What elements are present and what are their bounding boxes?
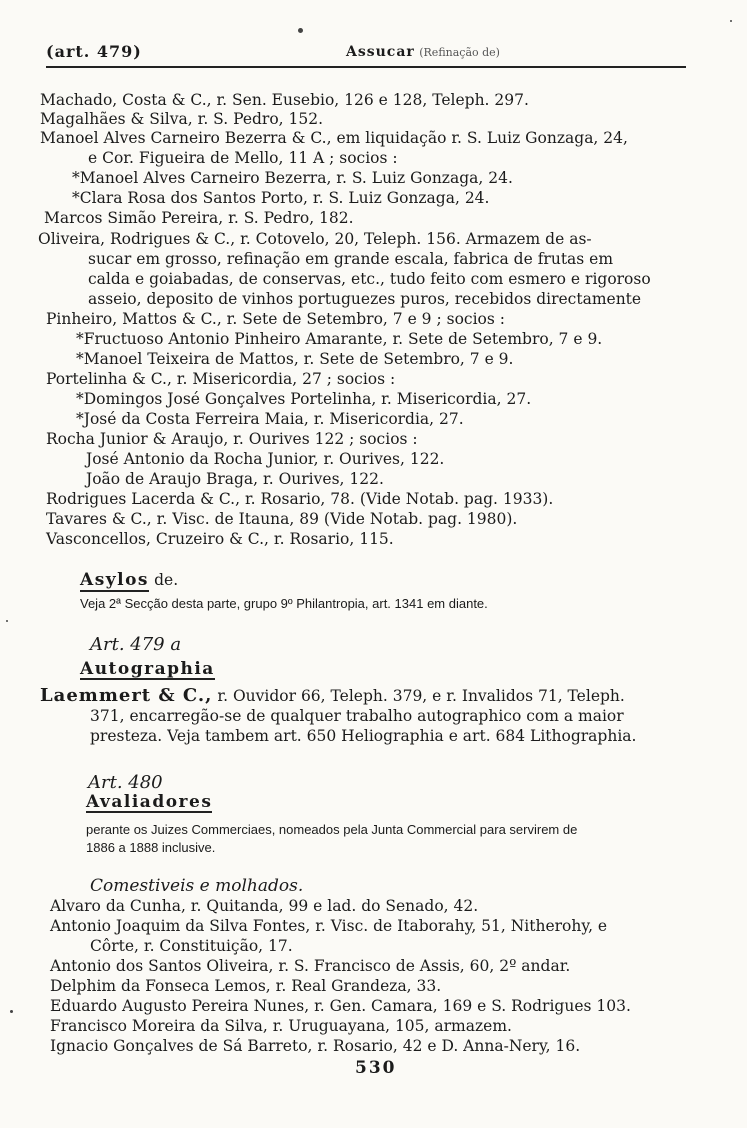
list-item: Antonio dos Santos Oliveira, r. S. Francisco de Assis, 60, 2º andar.	[50, 957, 571, 975]
list-item: Côrte, r. Constituição, 17.	[90, 937, 293, 955]
list-item: sucar em grosso, refinação em grande escala, fabrica de frutas em	[88, 250, 614, 268]
header-title-main: Assucar	[346, 44, 415, 60]
section-heading-autographia: Autographia	[80, 659, 215, 679]
header-title	[346, 44, 500, 60]
list-item: Delphim da Fonseca Lemos, r. Real Grandeza, 33.	[50, 977, 442, 995]
header-title-sub: (Refinação de)	[419, 46, 500, 59]
list-item: asseio, deposito de vinhos portuguezes puros, recebidos directamente	[88, 290, 642, 308]
list-item: calda e goiabadas, de conservas, etc., tudo feito com esmero e rigoroso	[88, 270, 651, 288]
list-item: Tavares & C., r. Visc. de Itauna, 89 (Vide Notab. pag. 1980).	[46, 510, 518, 528]
scan-speck	[730, 20, 732, 22]
list-item: Pinheiro, Mattos & C., r. Sete de Setembro, 7 e 9 ; socios :	[46, 310, 505, 328]
subsection-heading: Comestiveis e molhados.	[90, 876, 304, 896]
section-heading-asylos: Asylos	[80, 570, 150, 590]
list-item: Antonio Joaquim da Silva Fontes, r. Visc. de Itaborahy, 51, Nitherohy, e	[50, 917, 608, 935]
avaliadores-note-2: 1886 a 1888 inclusive.	[86, 840, 216, 855]
firm-name: Laemmert & C.,	[40, 685, 213, 706]
list-item: Rodrigues Lacerda & C., r. Rosario, 78. (Vide Notab. pag. 1933).	[46, 490, 554, 508]
scan-speck	[10, 1010, 13, 1013]
article-number-479a: Art. 479 a	[90, 634, 182, 655]
scan-speck	[298, 28, 303, 33]
autographia-address: r. Ouvidor 66, Teleph. 379, e r. Invalidos 71, Teleph.	[217, 687, 625, 705]
list-item: Alvaro da Cunha, r. Quitanda, 99 e lad. do Senado, 42.	[50, 897, 479, 915]
list-item: *Domingos José Gonçalves Portelinha, r. Misericordia, 27.	[76, 390, 532, 408]
list-item: *José da Costa Ferreira Maia, r. Misericordia, 27.	[76, 410, 464, 428]
list-item: Vasconcellos, Cruzeiro & C., r. Rosario, 115.	[46, 530, 394, 548]
autographia-entry-line-3: presteza. Veja tambem art. 650 Heliographia e art. 684 Lithographia.	[90, 727, 637, 745]
page-number: 530	[355, 1058, 397, 1078]
autographia-entry-line-1	[40, 686, 625, 706]
list-item: Francisco Moreira da Silva, r. Uruguayana, 105, armazem.	[50, 1017, 512, 1035]
header-article-ref: (art. 479)	[46, 42, 142, 61]
autographia-entry-line-2: 371, encarregão-se de qualquer trabalho autographico com a maior	[90, 707, 624, 725]
asylos-note: Veja 2ª Secção desta parte, grupo 9º Philantropia, art. 1341 em diante.	[80, 596, 488, 611]
list-item: José Antonio da Rocha Junior, r. Ourives, 122.	[86, 450, 445, 468]
asylos-heading-suffix: de.	[154, 571, 179, 589]
asylos-heading-row	[80, 570, 178, 589]
list-item: *Clara Rosa dos Santos Porto, r. S. Luiz Gonzaga, 24.	[72, 189, 490, 207]
section-heading-avaliadores: Avaliadores	[86, 792, 213, 812]
list-item: Marcos Simão Pereira, r. S. Pedro, 182.	[44, 209, 354, 227]
running-header	[46, 42, 686, 68]
list-item: João de Araujo Braga, r. Ourives, 122.	[86, 470, 384, 488]
list-item: *Manoel Teixeira de Mattos, r. Sete de Setembro, 7 e 9.	[76, 350, 514, 368]
scan-speck	[6, 620, 8, 622]
list-item: Oliveira, Rodrigues & C., r. Cotovelo, 20, Teleph. 156. Armazem de as-	[38, 230, 592, 248]
avaliadores-note-1: perante os Juizes Commerciaes, nomeados pela Junta Commercial para servirem de	[86, 822, 578, 837]
list-item: e Cor. Figueira de Mello, 11 A ; socios :	[88, 149, 398, 167]
list-item: Eduardo Augusto Pereira Nunes, r. Gen. Camara, 169 e S. Rodrigues 103.	[50, 997, 631, 1015]
list-item: Machado, Costa & C., r. Sen. Eusebio, 126 e 128, Teleph. 297.	[40, 91, 529, 109]
list-item: Portelinha & C., r. Misericordia, 27 ; socios :	[46, 370, 396, 388]
list-item: Ignacio Gonçalves de Sá Barreto, r. Rosario, 42 e D. Anna-Nery, 16.	[50, 1037, 581, 1055]
article-number-480: Art. 480	[88, 772, 163, 793]
list-item: Rocha Junior & Araujo, r. Ourives 122 ; socios :	[46, 430, 418, 448]
list-item: *Manoel Alves Carneiro Bezerra, r. S. Luiz Gonzaga, 24.	[72, 169, 513, 187]
list-item: Magalhães & Silva, r. S. Pedro, 152.	[40, 110, 324, 128]
list-item: *Fructuoso Antonio Pinheiro Amarante, r. Sete de Setembro, 7 e 9.	[76, 330, 603, 348]
list-item: Manoel Alves Carneiro Bezerra & C., em liquidação r. S. Luiz Gonzaga, 24,	[40, 129, 628, 147]
